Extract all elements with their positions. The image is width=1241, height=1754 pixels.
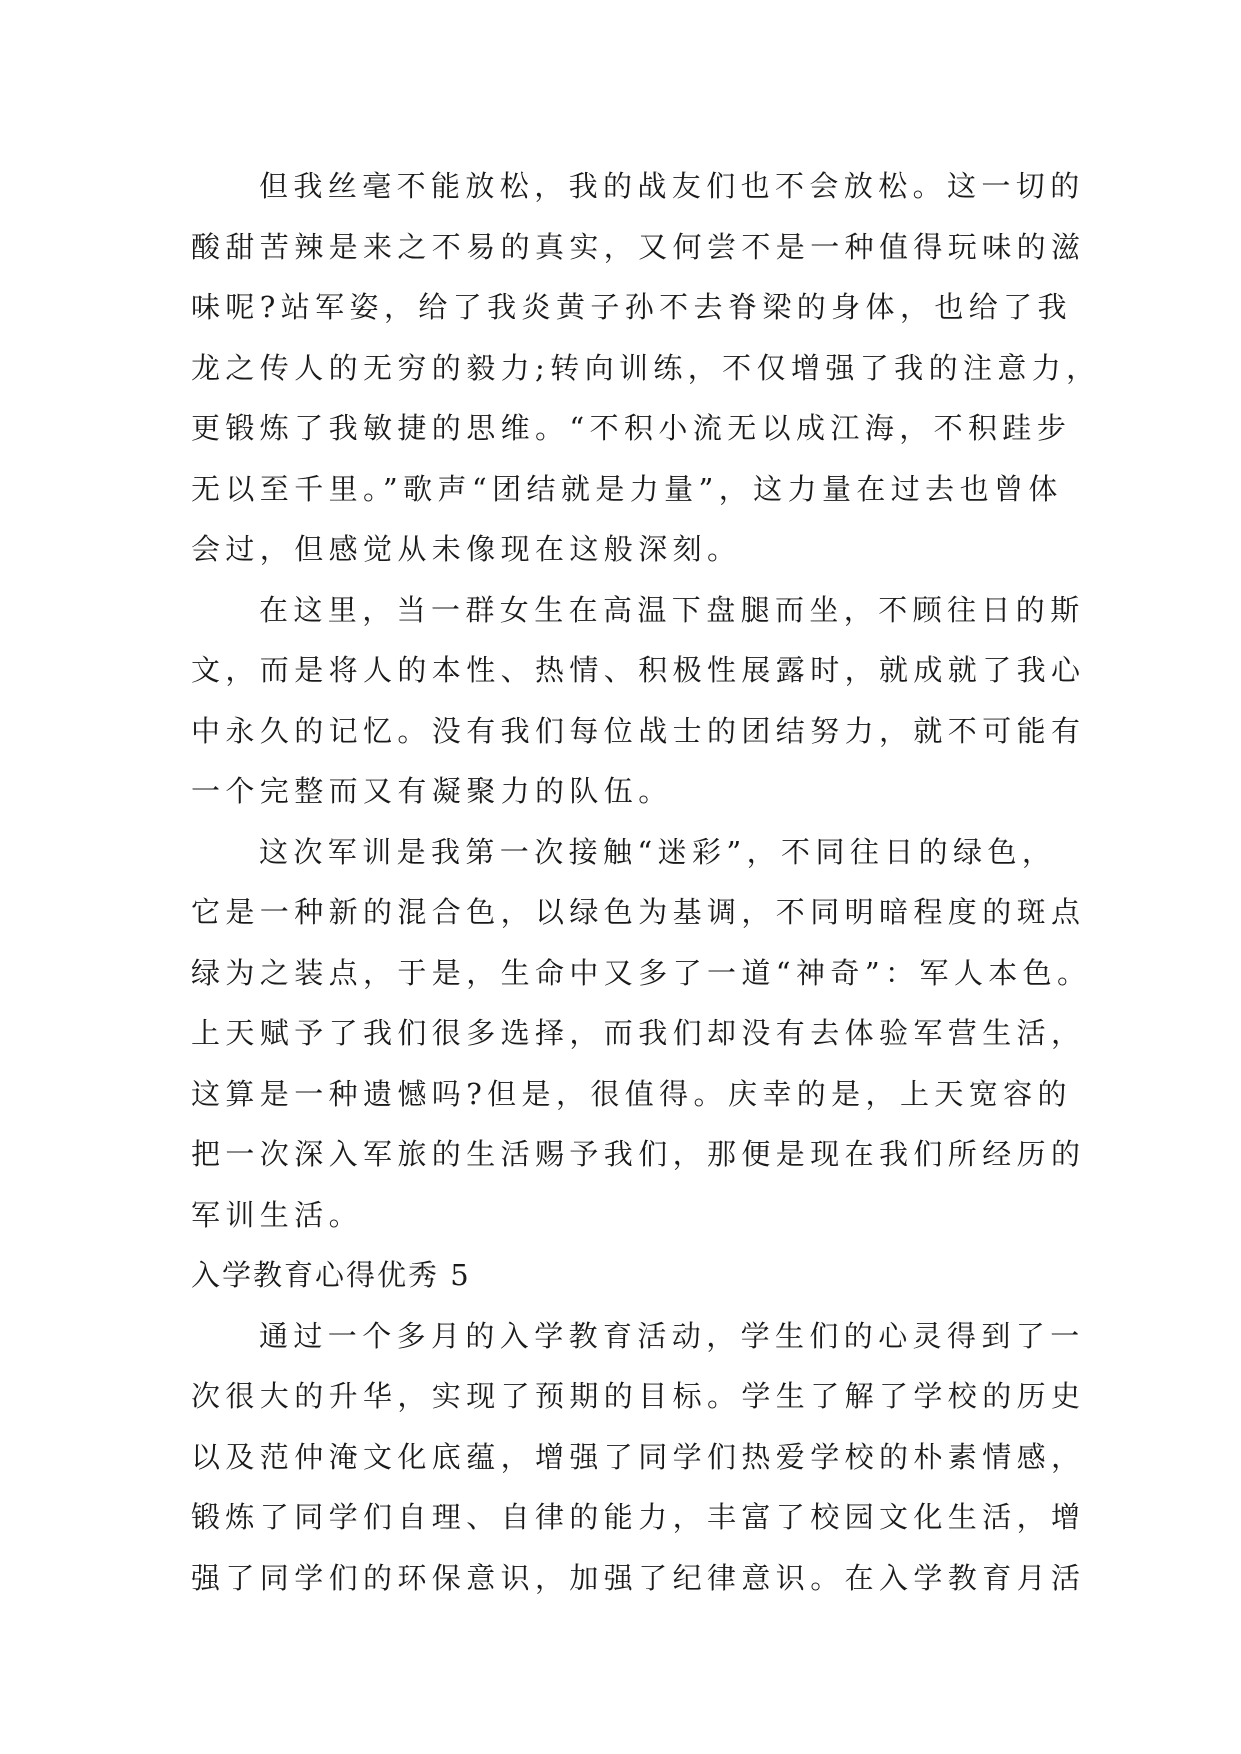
text-line: 以及范仲淹文化底蕴，增强了同学们热爱学校的朴素情感， — [191, 1439, 1086, 1474]
text-line: 更锻炼了我敏捷的思维。“不积小流无以成江海，不积跬步 — [191, 411, 1072, 445]
document-body — [191, 156, 1101, 1608]
text-line: 绿为之装点，于是，生命中又多了一道“神奇”：军人本色。 — [191, 955, 1092, 990]
section-heading: 入学教育心得优秀 5 — [191, 1258, 471, 1292]
text-line: 味呢?站军姿，给了我炎黄子孙不去脊梁的身体，也给了我 — [191, 290, 1072, 324]
text-line: 通过一个多月的入学教育活动，学生们的心灵得到了一 — [259, 1318, 1085, 1353]
text-line: 强了同学们的环保意识，加强了纪律意识。在入学教育月活 — [191, 1560, 1086, 1595]
paragraph-4 — [191, 1306, 1086, 1609]
text-line: 无以至千里。”歌声“团结就是力量”，这力量在过去也曾体 — [191, 471, 1063, 506]
text-line: 次很大的升华，实现了预期的目标。学生了解了学校的历史 — [191, 1379, 1086, 1413]
paragraph-2 — [191, 580, 1086, 822]
text-line: 这次军训是我第一次接触“迷彩”，不同往日的绿色， — [259, 834, 1057, 869]
text-line: 它是一种新的混合色，以绿色为基调，不同明暗程度的斑点 — [191, 895, 1086, 929]
text-line: 在这里，当一群女生在高温下盘腿而坐，不顾往日的斯 — [259, 592, 1085, 627]
text-line: 但我丝毫不能放松，我的战友们也不会放松。这一切的 — [259, 169, 1085, 203]
text-line: 军训生活。 — [191, 1197, 364, 1232]
text-line: 锻炼了同学们自理、自律的能力，丰富了校园文化生活，增 — [191, 1500, 1086, 1534]
text-line: 中永久的记忆。没有我们每位战士的团结努力，就不可能有 — [191, 713, 1086, 748]
text-line: 酸甜苦辣是来之不易的真实，又何尝不是一种值得玩味的滋 — [191, 229, 1086, 264]
text-line: 上天赋予了我们很多选择，而我们却没有去体验军营生活， — [191, 1016, 1086, 1050]
text-line: 这算是一种遗憾吗?但是，很值得。庆幸的是，上天宽容的 — [191, 1076, 1072, 1111]
text-line: 文，而是将人的本性、热情、积极性展露时，就成就了我心 — [191, 653, 1086, 687]
text-line: 龙之传人的无穷的毅力;转向训练，不仅增强了我的注意力， — [191, 350, 1101, 385]
paragraph-1 — [191, 156, 1101, 580]
text-line: 把一次深入军旅的生活赐予我们，那便是现在我们所经历的 — [191, 1137, 1086, 1171]
text-line: 会过，但感觉从未像现在这般深刻。 — [191, 532, 742, 566]
paragraph-3 — [191, 822, 1092, 1246]
text-line: 一个完整而又有凝聚力的队伍。 — [191, 774, 673, 808]
